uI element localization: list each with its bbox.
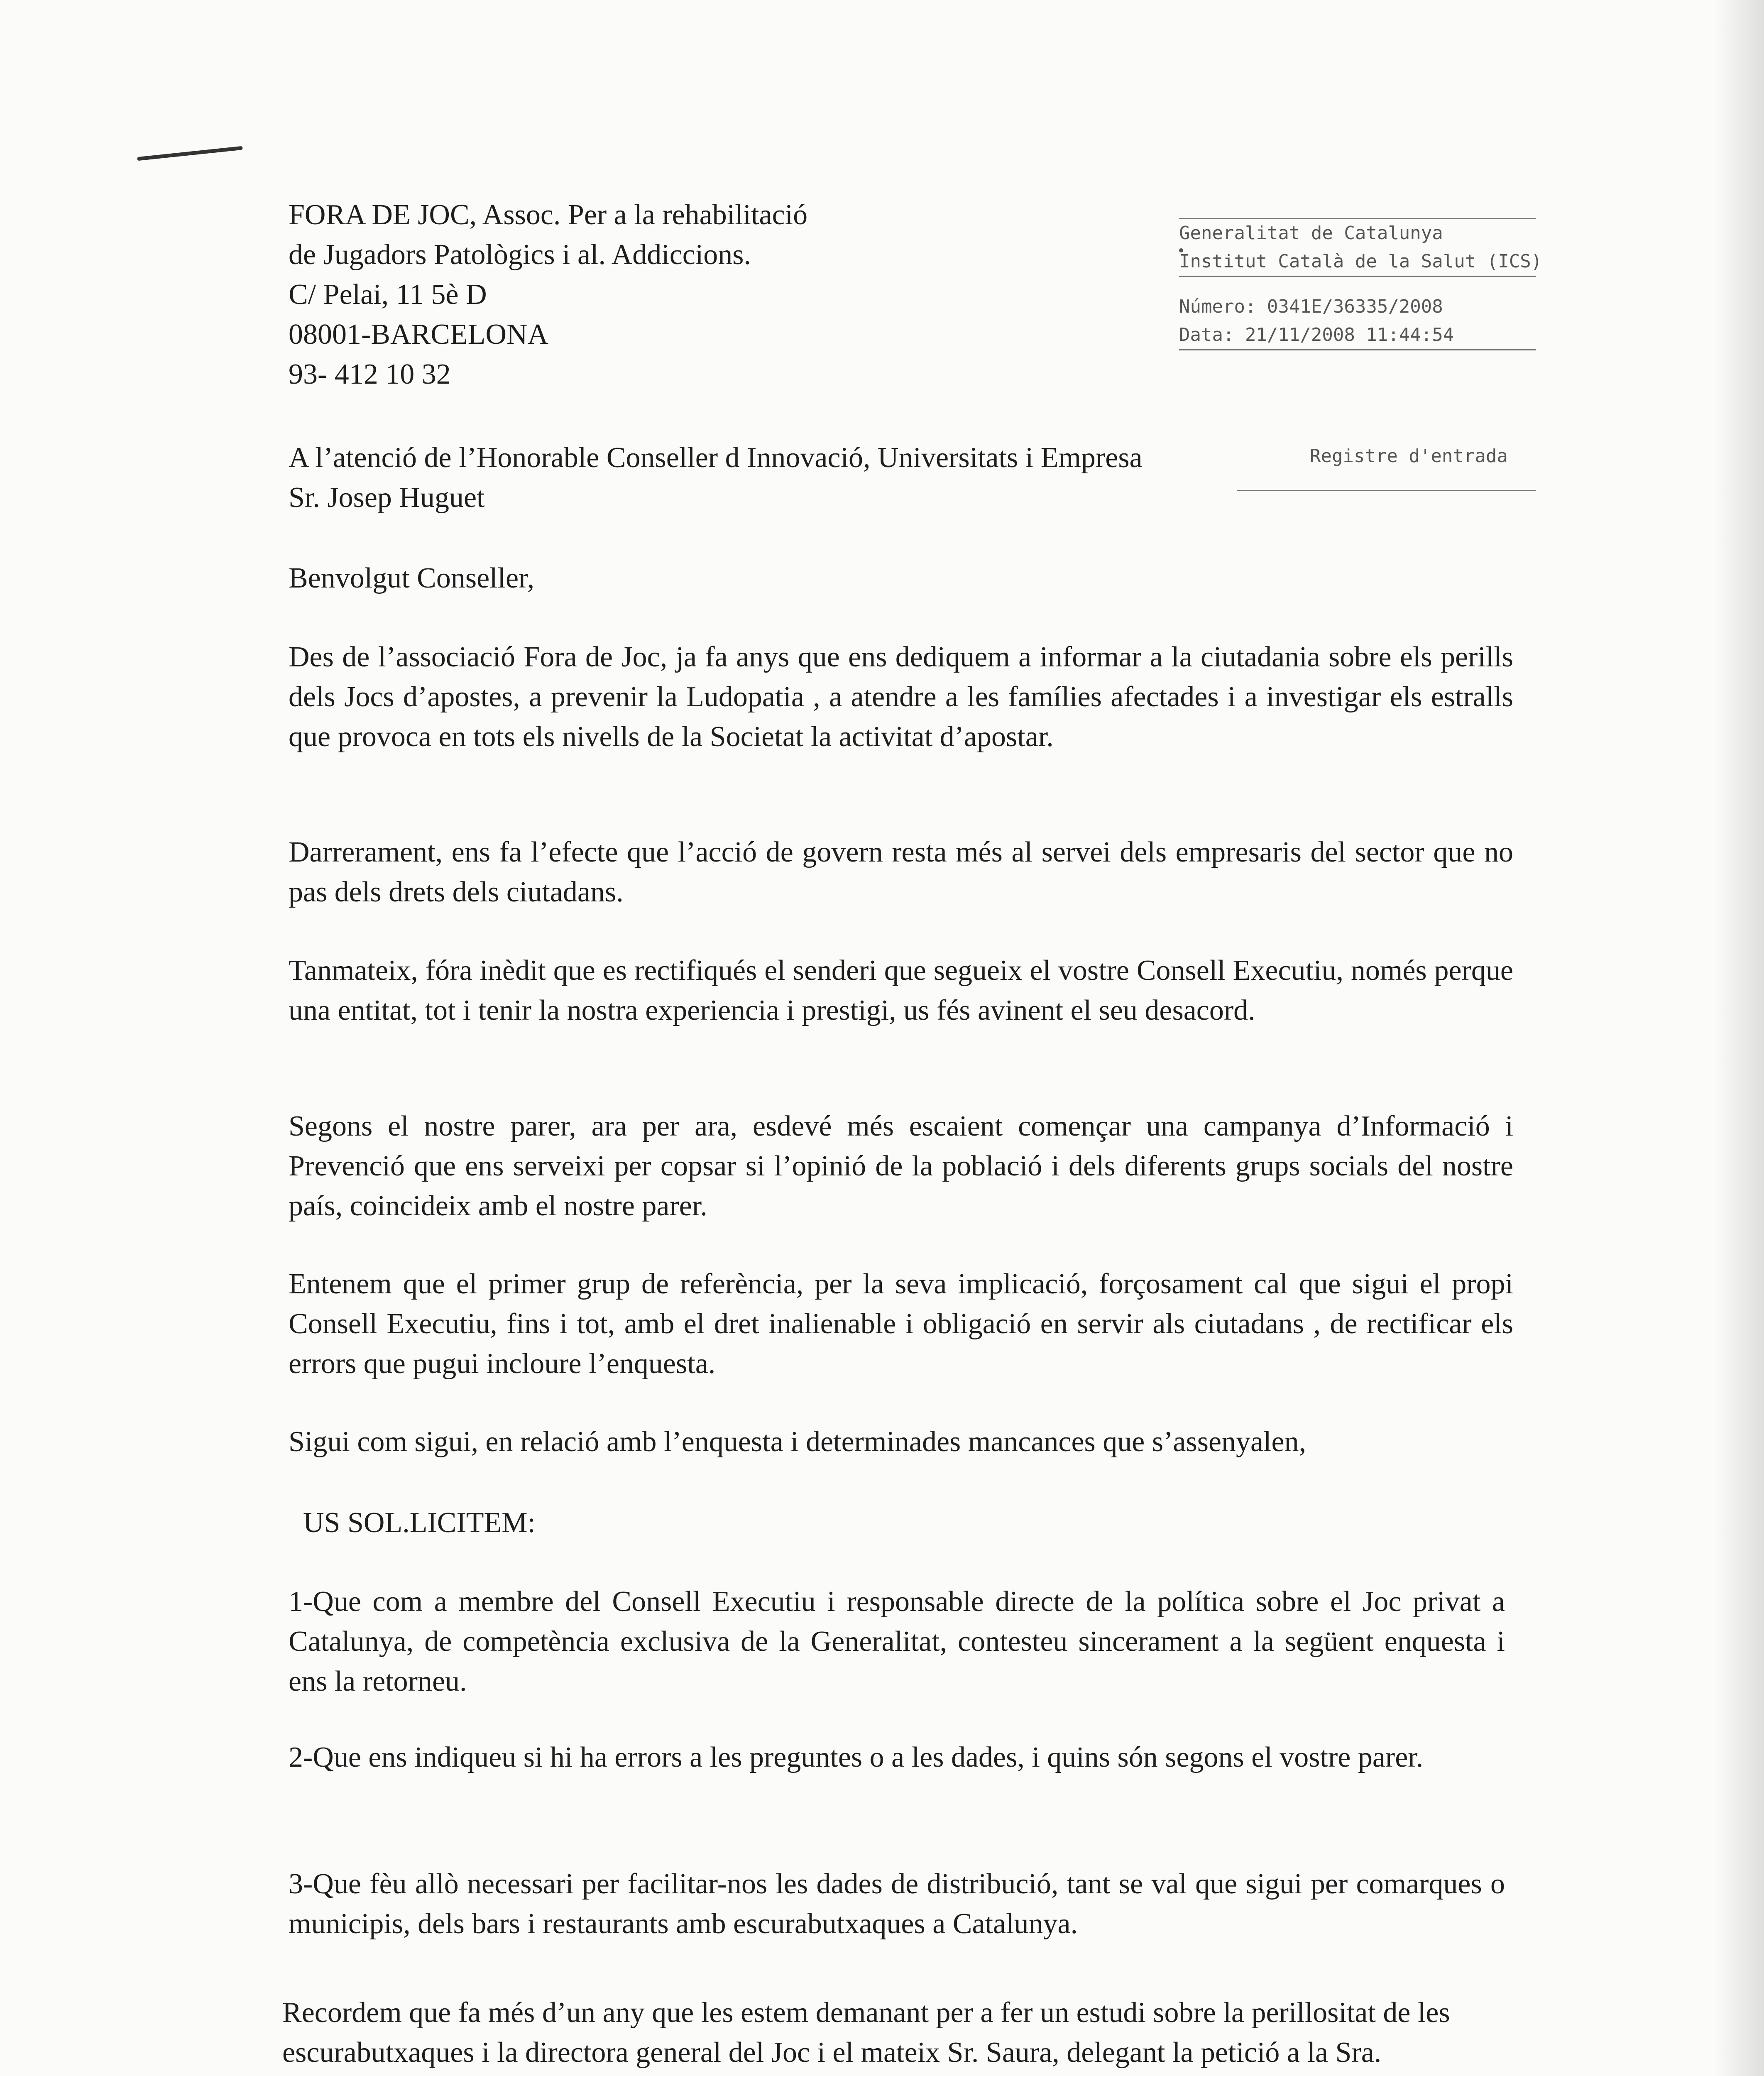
sender-line: C/ Pelai, 11 5è D	[289, 279, 487, 311]
stamp-org-line1: Generalitat de Catalunya	[1179, 223, 1443, 244]
sender-line: 08001-BARCELONA	[289, 318, 549, 350]
paragraph: Des de l’associació Fora de Joc, ja fa anys que ens dediquem a informar a la ciutadania sobre els perills dels Jocs d’apostes, a prevenir la Ludopatia , a atendre a les famílies afectades i a investigar els estralls que provoca en tots els nivells de la Societat la activitat d’apostar.	[289, 641, 1513, 753]
paragraph: Tanmateix, fóra inèdit que es rectifiqués el senderi que segueix el vostre Consell Executiu, només perque una entitat, tot i tenir la nostra experiencia i prestigi, us fés avinent el seu desacord.	[289, 955, 1513, 1026]
closing-paragraph: Recordem que fa més d’un any que les estem demanant per a fer un estudi sobre la perillositat de les escurabutxaques i la directora general del Joc i el mateix Sr. Saura, delegant la petició a la Sra.	[282, 1997, 1450, 2069]
sender-line: 93- 412 10 32	[289, 358, 451, 390]
request-item: 3-Que fèu allò necessari per facilitar-nos les dades de distribució, tant se val que sigui per comarques o municipis, dels bars i restaurants amb escurabutxaques a Catalunya.	[289, 1868, 1505, 1940]
addressee-line: A l’atenció de l’Honorable Conseller d Innovació, Universitats i Empresa	[289, 442, 1143, 474]
request-heading: US SOL.LICITEM:	[303, 1507, 536, 1539]
sender-address-block	[289, 195, 1015, 394]
salutation: Benvolgut Conseller,	[289, 562, 535, 594]
stamp-number: Número: 0341E/36335/2008	[1179, 296, 1443, 317]
stamp-date: Data: 21/11/2008 11:44:54	[1179, 324, 1454, 345]
stamp-registry-label: Registre d'entrada	[1310, 446, 1508, 467]
scan-edge-shadow	[1714, 0, 1764, 2076]
pen-mark	[137, 146, 243, 161]
paragraph: Entenem que el primer grup de referència, per la seva implicació, forçosament cal que sigui el propi Consell Executiu, fins i tot, amb el dret inalienable i obligació en servir als ciutadans , de rectificar els errors que pugui incloure l’enquesta.	[289, 1268, 1513, 1380]
addressee-name: Sr. Josep Huguet	[289, 482, 485, 514]
stamp-rule	[1179, 349, 1536, 350]
paragraph: Segons el nostre parer, ara per ara, esdevé més escaient començar una campanya d’Informació i Prevenció que ens serveixi per copsar si l’opinió de la població i dels diferents grups socials del nostre país, coincideix amb el nostre parer.	[289, 1110, 1513, 1222]
registry-stamp	[1179, 218, 1542, 350]
request-item: 1-Que com a membre del Consell Executiu i responsable directe de la política sobre el Joc privat a Catalunya, de competència exclusiva de la Generalitat, contesteu sincerament a la següent enquesta i ens la retorneu.	[289, 1586, 1505, 1697]
stamp-org-line2: Institut Català de la Salut (ICS)	[1179, 251, 1542, 272]
sender-line: FORA DE JOC, Assoc. Per a la rehabilitació	[289, 199, 808, 231]
paragraph: Darrerament, ens fa l’efecte que l’acció de govern resta més al servei dels empresaris del sector que no pas dels drets dels ciutadans.	[289, 836, 1513, 908]
request-item: 2-Que ens indiqueu si hi ha errors a les preguntes o a les dades, i quins són segons el vostre parer.	[289, 1741, 1424, 1773]
addressee-block	[289, 438, 1326, 518]
sender-line: de Jugadors Patològics i al. Addiccions.	[289, 239, 751, 271]
paragraph: Sigui com sigui, en relació amb l’enquesta i determinades mancances que s’assenyalen,	[289, 1426, 1306, 1458]
